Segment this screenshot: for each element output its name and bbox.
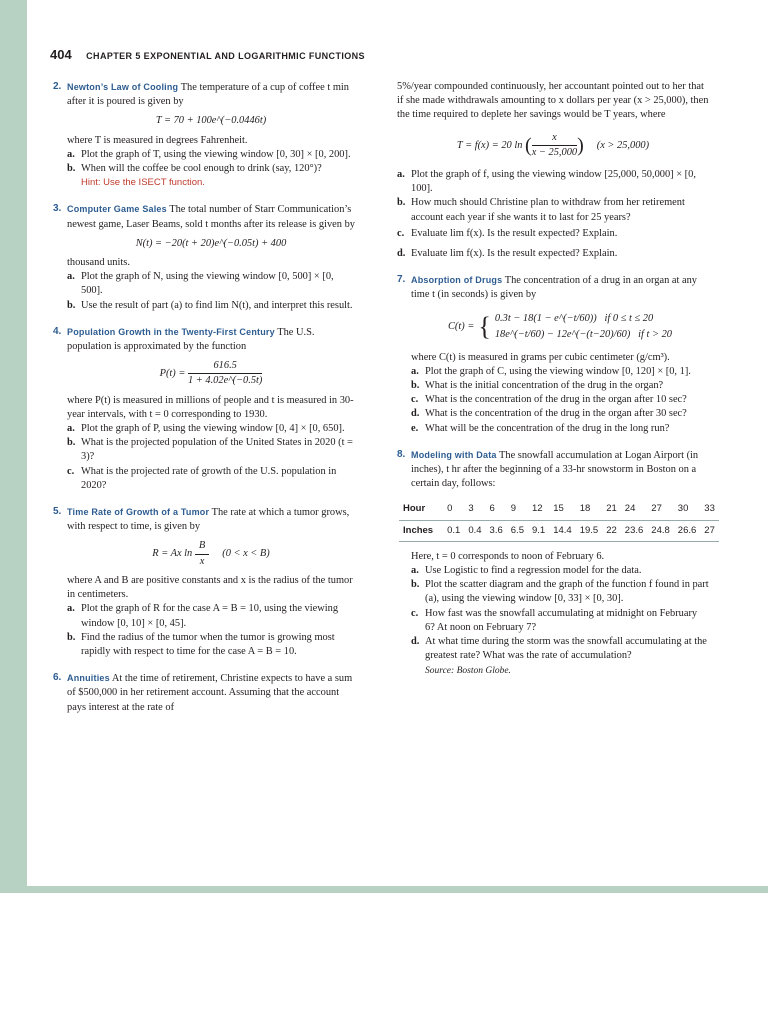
problem-title: Newton’s Law of Cooling <box>67 82 179 92</box>
table-cell: 27 <box>647 499 674 520</box>
part-c-text: What is the concentration of the drug in the organ after 10 sec? <box>425 394 687 406</box>
part-b: b. Find the radius of the tumor when the tumor is growing most rapidly with respect to time for the case A = B = 10. <box>67 631 335 657</box>
problem-intro: The total number of Starr Communication’s newest game, Laser Beams, sold t months after its release is given by <box>67 204 355 230</box>
equation-lhs: R = Ax ln <box>152 548 193 560</box>
table-cell: 24.8 <box>647 520 674 541</box>
source-note: Source: Boston Globe. <box>425 665 511 676</box>
table-row <box>399 499 719 520</box>
part-a: a. Plot the graph of f, using the viewing window [25,000, 50,000] × [0, 100]. <box>397 169 696 195</box>
hint-text: Hint: Use the ISECT function. <box>81 177 205 189</box>
equation-lhs: C(t) = <box>448 320 475 332</box>
problem-intro: The U.S. population is approximated by the function <box>67 326 315 353</box>
problem-number: 2. <box>53 81 62 92</box>
left-column <box>53 80 355 715</box>
bottom-margin-band <box>0 886 768 893</box>
problem-number: 3. <box>53 203 62 215</box>
problem-7 <box>397 273 709 436</box>
table-cell: 9.1 <box>528 520 549 541</box>
table-cell: 3 <box>464 499 485 520</box>
problem-number: 5. <box>53 506 62 518</box>
where-text: where A and B are positive constants and x is the radius of the tumor in centimeters. <box>67 574 353 601</box>
part-d: d. What is the concentration of the drug in the organ after 30 sec? <box>411 408 687 420</box>
part-b: b. When will the coffee be cool enough to drink (say, 120°)? <box>67 163 322 175</box>
piecewise-equation: C(t) = { 0.3t − 18(1 − e^(−t/60)) if 0 ≤ t ≤ 20 18e^(−t/60) − 12e^(−(t−20)/60) if t > 20 <box>448 311 672 341</box>
table-cell: 0 <box>443 499 464 520</box>
page-number: 404 <box>50 47 72 62</box>
part-a-text: Plot the graph of f, using the viewing window [25,000, 50,000] × [0, 100]. <box>411 169 696 195</box>
table-cell: 30 <box>674 499 701 520</box>
problem-title: Modeling with Data <box>411 449 497 460</box>
part-c-text: What is the projected rate of growth of the U.S. population in 2020? <box>81 465 337 491</box>
part-c-text: Evaluate lim f(x). Is the result expected? Explain. <box>411 227 618 239</box>
table-cell: 15 <box>549 499 576 520</box>
case-1: 0.3t − 18(1 − e^(−t/60)) <box>494 312 597 324</box>
part-b: b. What is the initial concentration of the drug in the organ? <box>411 380 664 392</box>
after-text: thousand units. <box>67 257 130 269</box>
where-text: where P(t) is measured in millions of people and t is measured in 30-year intervals, with t = 0 corresponding to 1930. <box>67 394 354 420</box>
part-a: a. Use Logistic to find a regression model for the data. <box>411 565 642 577</box>
part-d: d. At what time during the storm was the snowfall accumulating at the greatest rate? What was the rate of accumulation? <box>411 636 707 662</box>
problem-title: Computer Game Sales <box>67 204 167 215</box>
table-cell: 24 <box>621 499 648 520</box>
part-b: b. What is the projected population of the United States in 2020 (t = 3)? <box>67 437 353 463</box>
table-cell: 18 <box>576 499 603 520</box>
here-text: Here, t = 0 corresponds to noon of February 6. <box>411 550 605 562</box>
table-cell: 3.6 <box>486 520 507 541</box>
where-text: where C(t) is measured in grams per cubic centimeter (g/cm³). <box>411 351 670 363</box>
table-cell: 19.5 <box>576 520 603 541</box>
table-cell: 14.4 <box>549 520 576 541</box>
chapter-title: CHAPTER 5 EXPONENTIAL AND LOGARITHMIC FUNCTIONS <box>86 51 365 61</box>
table-cell: 23.6 <box>621 520 648 541</box>
table-cell: 0.4 <box>464 520 485 541</box>
equation <box>67 359 355 388</box>
fraction-numerator: x <box>532 131 577 146</box>
table-cell: 9 <box>507 499 528 520</box>
problem-title: Population Growth in the Twenty-First Century <box>67 326 275 337</box>
part-e: e. What will be the concentration of the drug in the long run? <box>411 422 670 434</box>
equation: T = f(x) = 20 ln ( $\frac{x}{x - 25,000}$ ) (x > 25,000) <box>397 131 709 160</box>
part-b-text: Find the radius of the tumor when the tumor is growing most rapidly with respect to time for the case A = B = 10. <box>81 631 335 657</box>
part-a-text: Use Logistic to find a regression model for the data. <box>425 565 642 577</box>
where-text: where T is measured in degrees Fahrenheit. <box>67 134 248 146</box>
part-b-text: Use the result of part (a) to find lim N(t), and interpret this result. <box>81 299 353 311</box>
running-header <box>50 46 365 64</box>
part-b: b. Use the result of part (a) to find lim N(t), and interpret this result. <box>67 299 353 311</box>
equation-condition: (0 < x < B) <box>222 548 270 560</box>
table-cell: 12 <box>528 499 549 520</box>
part-b-text: What is the initial concentration of the drug in the organ? <box>425 380 664 392</box>
fraction <box>188 359 262 388</box>
fraction <box>532 131 577 160</box>
case-1-condition: if 0 ≤ t ≤ 20 <box>604 312 654 324</box>
problem-3 <box>53 202 355 312</box>
part-a: a. Plot the graph of N, using the viewing window [0, 500] × [0, 500]. <box>67 271 334 297</box>
part-b-text: How much should Christine plan to withdraw from her retirement account each year if she wants it to last for 25 years? <box>411 197 685 223</box>
part-c: c. What is the projected rate of growth of the U.S. population in 2020? <box>67 465 337 491</box>
part-b-text: When will the coffee be cool enough to drink (say, 120°)? <box>81 163 322 175</box>
problem-number: 6. <box>53 672 62 684</box>
equation: T = 70 + 100e^(−0.0446t) <box>155 115 267 127</box>
problem-8 <box>397 448 715 678</box>
part-a-text: Plot the graph of C, using the viewing window [0, 120] × [0, 1]. <box>425 365 691 377</box>
part-b: b. How much should Christine plan to withdraw from her retirement account each year if she wants it to last for 25 years? <box>397 197 685 223</box>
problem-6 <box>53 671 355 715</box>
problem-title: Absorption of Drugs <box>411 275 503 286</box>
table-cell: 21 <box>602 499 621 520</box>
equation-condition: (x > 25,000) <box>596 139 650 151</box>
problem-6-continued: 5%/year compounded continuously, her accountant pointed out to her that if she made withdrawals amounting to x dollars per year (x > 25,000), then the time required to deplete her savings would be T years, where <box>397 81 709 121</box>
part-a-text: Plot the graph of R for the case A = B = 10, using the viewing window [0, 10] × [0, 45]. <box>81 603 339 629</box>
equation <box>67 539 355 568</box>
part-b-text: What is the projected population of the United States in 2020 (t = 3)? <box>81 437 353 463</box>
equation-lhs: P(t) = <box>159 368 186 380</box>
problem-intro: At the time of retirement, Christine expects to have a sum of $500,000 in her retirement account. Assuming that the account pays interest at the rate of <box>67 673 353 713</box>
snowfall-table <box>399 499 719 541</box>
table-row <box>399 520 719 541</box>
fraction-denominator: x <box>199 555 205 567</box>
problem-number: 4. <box>53 325 62 337</box>
part-a: a. Plot the graph of P, using the viewing window [0, 4] × [0, 650]. <box>67 423 345 435</box>
table-cell: 22 <box>602 520 621 541</box>
part-d-text: Evaluate lim f(x). Is the result expected? Explain. <box>411 248 618 260</box>
right-column <box>397 80 715 678</box>
part-a: a. Plot the graph of C, using the viewing window [0, 120] × [0, 1]. <box>411 365 691 377</box>
left-margin-band <box>0 0 27 893</box>
part-d-text: At what time during the storm was the snowfall accumulating at the greatest rate? What was the rate of accumulation? <box>425 636 707 662</box>
fraction <box>195 539 209 568</box>
part-d-text: What is the concentration of the drug in the organ after 30 sec? <box>425 408 687 420</box>
part-c: c. How fast was the snowfall accumulating at midnight on February 6? At noon on February 7? <box>411 607 698 633</box>
table-cell: 6 <box>486 499 507 520</box>
part-a-text: Plot the graph of N, using the viewing window [0, 500] × [0, 500]. <box>81 271 334 297</box>
part-c: c. Evaluate lim f(x). Is the result expected? Explain. <box>397 227 618 239</box>
fraction-denominator: 1 + 4.02e^(−0.5t) <box>187 375 263 387</box>
problem-4 <box>53 325 355 493</box>
part-a-text: Plot the graph of T, using the viewing window [0, 30] × [0, 200]. <box>81 148 351 160</box>
problem-title: Annuities <box>67 673 110 684</box>
part-d: d. Evaluate lim f(x). Is the result expected? Explain. <box>397 248 618 260</box>
problem-intro: The rate at which a tumor grows, with respect to time, is given by <box>67 507 350 533</box>
equation: N(t) = −20(t + 20)e^(−0.05t) + 400 <box>135 237 287 249</box>
problem-intro: The concentration of a drug in an organ at any time t (in seconds) is given by <box>411 275 697 301</box>
problem-title: Time Rate of Growth of a Tumor <box>67 507 210 518</box>
part-c: c. What is the concentration of the drug in the organ after 10 sec? <box>411 394 687 406</box>
fraction-numerator: 616.5 <box>188 359 262 374</box>
problem-intro: The temperature of a cup of coffee t min after it is poured is given by <box>67 82 349 108</box>
problem-intro: The snowfall accumulation at Logan Airport (in inches), t hr after the beginning of a 33-hr snowstorm in Boston on a certain day, follows: <box>411 449 699 490</box>
part-a: a. Plot the graph of R for the case A = B = 10, using the viewing window [0, 10] × [0, 45]. <box>67 603 339 629</box>
table-cell: 0.1 <box>443 520 464 541</box>
case-2: 18e^(−t/60) − 12e^(−(t−20)/60) <box>494 328 631 340</box>
fraction-numerator: B <box>195 539 209 554</box>
table-cell: 26.6 <box>674 520 701 541</box>
part-b: b. Plot the scatter diagram and the graph of the function f found in part (a), using the viewing window [0, 33] × [0, 30]. <box>411 579 709 605</box>
table-cell: 27 <box>700 520 719 541</box>
case-2-condition: if t > 20 <box>638 328 672 340</box>
part-e-text: What will be the concentration of the drug in the long run? <box>425 422 670 434</box>
problem-2 <box>53 80 355 190</box>
equation-lhs: T = f(x) = 20 ln <box>456 139 523 151</box>
row-header: Inches <box>399 520 443 541</box>
fraction-denominator: x − 25,000 <box>531 146 578 158</box>
part-a-text: Plot the graph of P, using the viewing window [0, 4] × [0, 650]. <box>81 423 345 435</box>
table-cell: 6.5 <box>507 520 528 541</box>
part-a: a. Plot the graph of T, using the viewing window [0, 30] × [0, 200]. <box>67 148 351 160</box>
problem-5 <box>53 505 355 659</box>
part-b-text: Plot the scatter diagram and the graph of the function f found in part (a), using the viewing window [0, 33] × [0, 30]. <box>425 579 709 605</box>
row-header: Hour <box>399 499 443 520</box>
problem-number: 7. <box>397 274 406 286</box>
part-c-text: How fast was the snowfall accumulating at midnight on February 6? At noon on February 7? <box>425 607 698 633</box>
table-cell: 33 <box>700 499 719 520</box>
problem-number: 8. <box>397 448 406 460</box>
